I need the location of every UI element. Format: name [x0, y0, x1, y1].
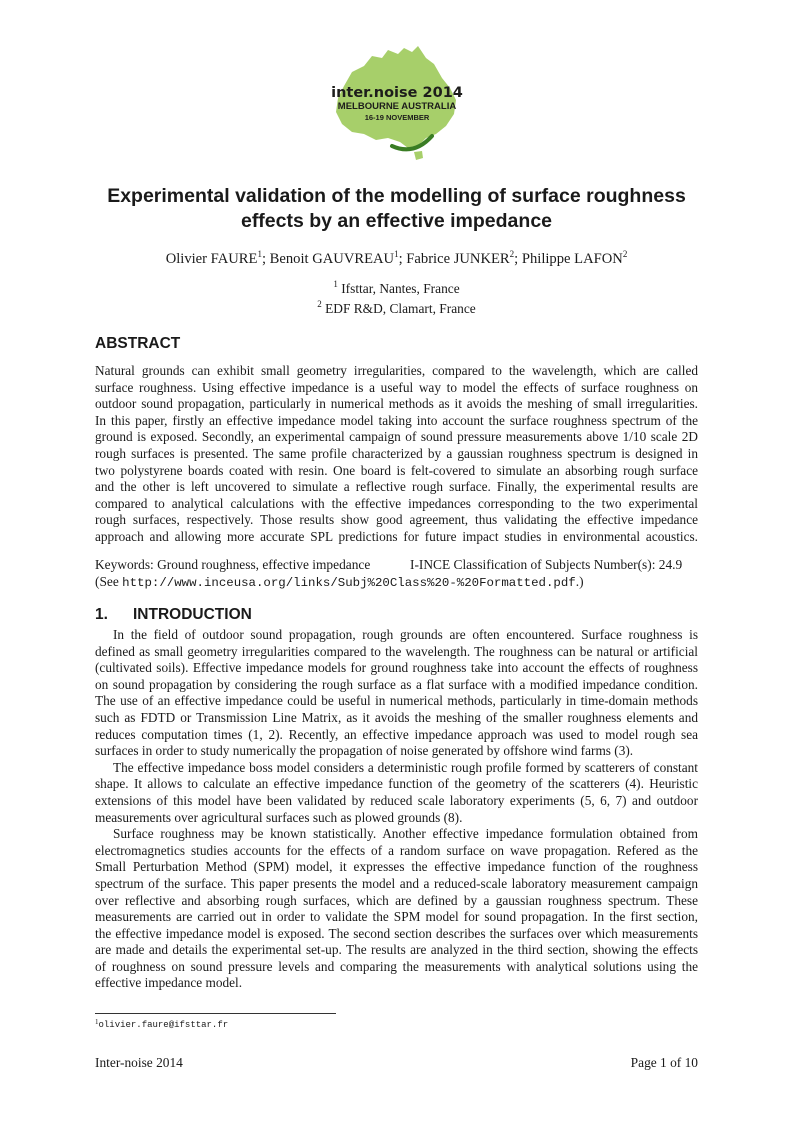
logo-title: inter.noise 2014 [331, 85, 463, 101]
text-line: The use of an effective impedance could be useful in numerical methods, particularly in time-domain methods [95, 693, 698, 709]
affiliation [60, 279, 733, 297]
author-affiliation-mark: 1 [394, 249, 399, 259]
text-line: rough surfaces is presented. The same profile characterized by a gaussian roughness spectrum is designed in [95, 445, 698, 461]
text-line: The effective impedance boss model considers a deterministic rough profile formed by scatterers of constant [113, 759, 698, 775]
see-prefix: (See [95, 573, 123, 589]
footer-page-number: Page 1 of 10 [630, 1055, 698, 1070]
author-name: Philippe LAFON [521, 251, 623, 267]
text-line: Small Perturbation Method (SPM) model, it expresses the effective impedance function of the roughness [95, 859, 698, 875]
footer-conference: Inter-noise 2014 [95, 1055, 183, 1070]
author-name: Olivier FAURE [165, 251, 258, 267]
text-line: on sound propagation by considering the rough surface as a flat surface with a modified impedance condition. [95, 676, 698, 692]
text-line: spectrum of the surface. This paper presents the model and a reduced-scale laboratory measurement campaign [95, 875, 698, 891]
abstract-body [95, 363, 698, 546]
author-affiliation-mark: 2 [622, 249, 628, 259]
text-line: and the other is left uncovered to simulate a reflective rough surface. Finally, the experimental results are [95, 479, 698, 495]
text-line: electromagnetics studies accounts for the effects of a random surface on wave propagation. Refered as the [95, 842, 698, 858]
text-line: rough surfaces, respectively. Those results show good agreement, thus validating the effective impedance [95, 512, 698, 528]
text-line: defined as small geometry irregularities compared to the wavelength. The roughness can be natural or artificial [95, 643, 698, 659]
logo-location: MELBOURNE AUSTRALIA [337, 101, 457, 112]
author-name: Benoit GAUVREAU [269, 251, 395, 267]
affiliation-text: Ifsttar, Nantes, France [341, 281, 460, 296]
text-line: two polystyrene boards coated with resin. One board is felt-covered to simulate an absorbing rough surface [95, 462, 698, 478]
text-line: In this paper, firstly an effective impedance model taking into account the surface roughness spectrum of the [95, 412, 698, 428]
keywords-block [95, 557, 683, 591]
text-line: are made and details the experimental set-up. The results are analyzed in the third section, showing the effects [95, 942, 698, 958]
author-affiliation-mark: 1 [257, 249, 262, 259]
text-line: effective impedance model. [95, 975, 243, 991]
conference-logo [322, 42, 472, 167]
affiliation [60, 299, 733, 317]
text-line: such as FDTD or Transmission Line Matrix, as it avoids the meshing of the smaller roughness elements and [95, 709, 698, 725]
text-line: outdoor sound propagation, particularly in numerical methods as it avoids the meshing of small irregularities. [95, 396, 698, 412]
affiliation-number: 1 [333, 279, 338, 289]
footnote-email-link[interactable]: olivier.faure@ifsttar.fr [98, 1020, 229, 1030]
text-line: In the field of outdoor sound propagation, rough grounds are often encountered. Surface roughness is [113, 627, 698, 642]
author-name: Fabrice JUNKER [406, 251, 510, 267]
affiliation-number: 2 [317, 299, 322, 309]
author-separator: ; [261, 251, 270, 267]
section-number: 1. [95, 606, 108, 623]
section-title: INTRODUCTION [133, 606, 252, 623]
text-line: the effective impedance model is exposed. The second section describes the surfaces over which measurements [95, 925, 698, 941]
classification-url-link[interactable]: http://www.inceusa.org/links/Subj%20Class%20-%20Formatted.pdf [122, 575, 576, 590]
footnote-number: 1 [95, 1018, 99, 1026]
author-separator: ; [514, 251, 522, 267]
footnote-divider [95, 1013, 336, 1014]
logo-dates: 16-19 NOVEMBER [364, 113, 430, 122]
keywords-label: Keywords: Ground roughness, effective impedance [95, 557, 371, 572]
text-line: Surface roughness may be known statistically. Another effective impedance formulation obtained from [113, 826, 698, 842]
text-line: ground is exposed. Secondly, an experimental campaign of sound pressure measurements above 1/10 scale 2D [95, 429, 698, 445]
text-line: over reflective and absorbing rough surfaces, which are defined by a gaussian roughness spectrum. These [95, 892, 698, 908]
footnote [95, 1018, 228, 1030]
text-line: measurements are carried out in order to validate the SPM model for sound propagation. In the first section, [95, 909, 698, 925]
author-separator: ; [398, 251, 407, 267]
classification-reference [95, 574, 584, 592]
text-line: measurements over agricultural surfaces such as plowed grounds (8). [95, 809, 463, 825]
title-line: effects by an effective impedance [240, 210, 553, 232]
text-line: compared to analytical calculations with the effective impedances corresponding to the two experimental [95, 495, 698, 511]
author-affiliation-mark: 2 [509, 249, 515, 259]
tasmania-shape [414, 151, 423, 160]
text-line: (cultivated soils). Effective impedance models for ground roughness take into account the effects of roughness [95, 660, 698, 676]
text-line: extensions of this model have been validated by reduced scale laboratory experiments (5, 6, 7) and outdoor [95, 792, 698, 808]
classification-number: I-INCE Classification of Subjects Number(s): 24.9 [410, 557, 683, 572]
introduction-body [95, 627, 698, 992]
see-suffix: .) [575, 573, 584, 589]
paper-title [80, 184, 713, 234]
introduction-heading [95, 606, 252, 624]
text-line: Natural grounds can exhibit small geometry irregularities, compared to the wavelength, which are called [95, 363, 698, 378]
text-line: approach and allowing more accurate SPL predictions for future impact studies in environmental acoustics. [95, 528, 698, 544]
text-line: reduces computation times (1, 2). Recently, an effective impedance approach was used to model rough sea [95, 726, 698, 742]
text-line: surface roughness. Using effective impedance is a useful way to model the effects of surface roughness on [95, 379, 698, 395]
text-line: of roughness on sound pressure levels and comparing the measurements with analytical solutions using the [95, 958, 698, 974]
affiliation-text: EDF R&D, Clamart, France [325, 301, 476, 316]
abstract-heading: ABSTRACT [95, 335, 181, 352]
author-list [60, 249, 733, 268]
title-line: Experimental validation of the modelling of surface roughness [107, 185, 686, 207]
text-line: surfaces in order to study numerically the propagation of noise generated by offshore wind farms (3). [95, 743, 634, 759]
text-line: shape. It allows to calculate an effective impedance function of the geometry of the scatterers (4). Heuristic [95, 776, 698, 792]
